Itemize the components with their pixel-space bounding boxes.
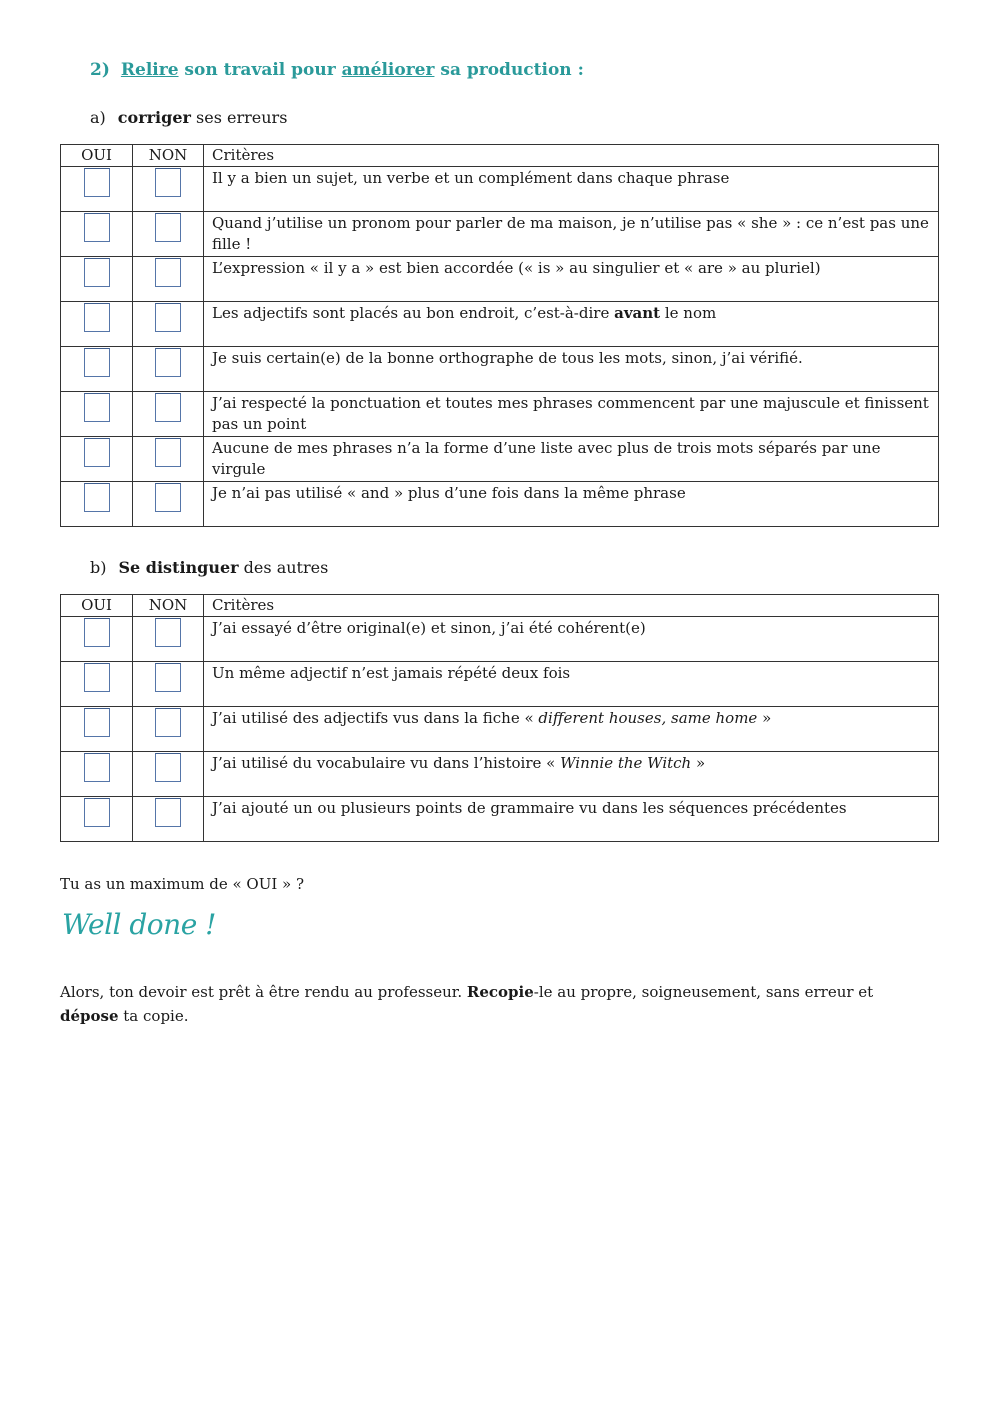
criterion-text: Je suis certain(e) de la bonne orthographe de tous les mots, sinon, j’ai vérifié. [204, 347, 939, 392]
criterion-text-part: Les adjectifs sont placés au bon endroit, c’est-à-dire [212, 304, 615, 322]
header-non: NON [133, 145, 204, 167]
table-row [61, 392, 939, 437]
checkbox-non[interactable] [155, 438, 181, 467]
table-row [61, 617, 939, 662]
criterion-text [204, 752, 939, 797]
criterion-text [204, 707, 939, 752]
table-row [61, 482, 939, 527]
section-title [90, 60, 584, 80]
table-row [61, 437, 939, 482]
criterion-text: J’ai respecté la ponctuation et toutes mes phrases commencent par une majuscule et finissent pas un point [204, 392, 939, 437]
checkbox-non[interactable] [155, 348, 181, 377]
checkbox-non[interactable] [155, 258, 181, 287]
checkbox-non[interactable] [155, 753, 181, 782]
checkbox-oui[interactable] [84, 168, 110, 197]
header-non: NON [133, 595, 204, 617]
checkbox-non[interactable] [155, 618, 181, 647]
checkbox-non[interactable] [155, 708, 181, 737]
final-text: -le au propre, soigneusement, sans erreur et [533, 983, 874, 1001]
checkbox-non[interactable] [155, 798, 181, 827]
checkbox-non[interactable] [155, 393, 181, 422]
checkbox-oui[interactable] [84, 483, 110, 512]
header-criteres: Critères [204, 595, 939, 617]
criterion-text: L’expression « il y a » est bien accordée (« is » au singulier et « are » au pluriel) [204, 257, 939, 302]
title-ameliorer: améliorer [341, 60, 435, 80]
criterion-text-part: le nom [660, 304, 717, 322]
header-oui: OUI [61, 595, 133, 617]
criterion-text-italic: different houses, same home [538, 709, 758, 727]
table-row [61, 707, 939, 752]
criterion-text: Quand j’utilise un pronom pour parler de ma maison, je n’utilise pas « she » : ce n’est pas une fille ! [204, 212, 939, 257]
header-oui: OUI [61, 145, 133, 167]
table-row [61, 302, 939, 347]
subsection-bold: Se distinguer [118, 558, 239, 577]
criterion-text-part: J’ai utilisé du vocabulaire vu dans l’histoire « [212, 754, 561, 772]
checkbox-non[interactable] [155, 168, 181, 197]
checkbox-oui[interactable] [84, 753, 110, 782]
section-number: 2) [90, 60, 110, 80]
criterion-text: Il y a bien un sujet, un verbe et un complément dans chaque phrase [204, 167, 939, 212]
table-row [61, 167, 939, 212]
criterion-text-italic: Winnie the Witch [560, 754, 692, 772]
criterion-text-bold: avant [614, 304, 661, 322]
checkbox-oui[interactable] [84, 798, 110, 827]
criterion-text: Je n’ai pas utilisé « and » plus d’une fois dans la même phrase [204, 482, 939, 527]
checkbox-oui[interactable] [84, 663, 110, 692]
criterion-text-part: » [757, 709, 772, 727]
table-row [61, 212, 939, 257]
title-text-end: sa production : [434, 60, 584, 80]
criterion-text-part: J’ai utilisé des adjectifs vus dans la fiche « [212, 709, 539, 727]
subsection-letter: a) [90, 108, 106, 127]
criterion-text: Aucune de mes phrases n’a la forme d’une liste avec plus de trois mots séparés par une virgule [204, 437, 939, 482]
table-row [61, 347, 939, 392]
table-row [61, 257, 939, 302]
subsection-letter: b) [90, 558, 107, 577]
checkbox-non[interactable] [155, 663, 181, 692]
criterion-text-part: » [691, 754, 706, 772]
checkbox-oui[interactable] [84, 708, 110, 737]
checkbox-oui[interactable] [84, 258, 110, 287]
table-row [61, 662, 939, 707]
checkbox-oui[interactable] [84, 618, 110, 647]
checkbox-oui[interactable] [84, 438, 110, 467]
criterion-text: J’ai essayé d’être original(e) et sinon, j’ai été cohérent(e) [204, 617, 939, 662]
final-text: ta copie. [118, 1007, 189, 1025]
criterion-text [204, 302, 939, 347]
subsection-rest: des autres [238, 558, 329, 577]
final-bold-depose: dépose [60, 1007, 119, 1025]
max-oui-question: Tu as un maximum de « OUI » ? [60, 875, 305, 893]
subsection-a-title [90, 108, 287, 127]
final-bold-recopie: Recopie [466, 983, 534, 1001]
subsection-rest: ses erreurs [190, 108, 288, 127]
subsection-b-title [90, 558, 328, 577]
final-instructions [60, 980, 920, 1028]
checkbox-non[interactable] [155, 213, 181, 242]
checkbox-oui[interactable] [84, 393, 110, 422]
criterion-text: J’ai ajouté un ou plusieurs points de grammaire vu dans les séquences précédentes [204, 797, 939, 842]
final-text: Alors, ton devoir est prêt à être rendu au professeur. [60, 983, 467, 1001]
checkbox-oui[interactable] [84, 348, 110, 377]
well-done-script: Well done ! [62, 908, 216, 941]
table-row [61, 797, 939, 842]
checkbox-non[interactable] [155, 303, 181, 332]
table-row [61, 752, 939, 797]
checkbox-non[interactable] [155, 483, 181, 512]
checkbox-oui[interactable] [84, 303, 110, 332]
title-text: son travail pour [178, 60, 342, 80]
criteria-table-b [60, 594, 939, 842]
criterion-text: Un même adjectif n’est jamais répété deux fois [204, 662, 939, 707]
subsection-bold: corriger [117, 108, 191, 127]
criteria-table-a [60, 144, 939, 527]
header-criteres: Critères [204, 145, 939, 167]
checkbox-oui[interactable] [84, 213, 110, 242]
title-relire: Relire [120, 60, 179, 80]
